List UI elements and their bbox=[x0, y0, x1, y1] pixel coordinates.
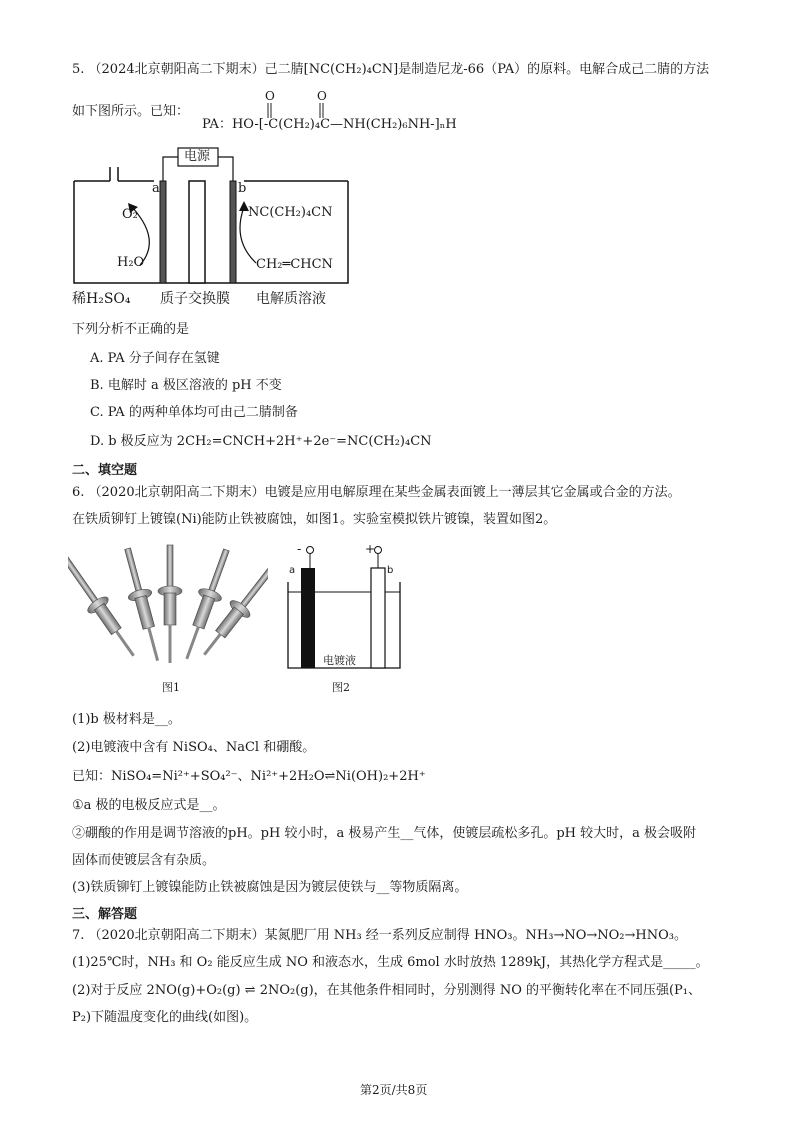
q6-known: 已知：NiSO₄=Ni²⁺+SO₄²⁻、Ni²⁺+2H₂O⇌Ni(OH)₂+2H⁺ bbox=[72, 769, 426, 784]
pa-formula: PA：HO-[-C(CH₂)₄C—NH(CH₂)₆NH-]ₙH bbox=[202, 117, 457, 132]
q6-part2-1: ①a 极的电极反应式是__。 bbox=[72, 798, 226, 813]
q7-line1: 7. （2020北京朝阳高二下期末）某氮肥厂用 NH₃ 经一系列反应制得 HNO₃。NH₃→NO→NO₂→HNO₃。 bbox=[72, 928, 687, 943]
label-electrolyte: 电解质溶液 bbox=[256, 291, 326, 307]
q5-option-a: A. PA 分子间存在氢键 bbox=[90, 351, 220, 366]
q5-option-d: D. b 极反应为 2CH₂=CNCH+2H⁺+2e⁻=NC(CH₂)₄CN bbox=[90, 434, 432, 449]
carbonyl-o-1: O bbox=[265, 89, 275, 103]
q6-part1: (1)b 极材料是__。 bbox=[72, 712, 181, 727]
q6-part2-2b: 固体而使镀层含有杂质。 bbox=[72, 853, 216, 868]
electrode-b-label: b bbox=[238, 181, 247, 196]
page-footer: 第2页/共8页 bbox=[360, 1083, 428, 1097]
q7-part2b: P₂)下随温度变化的曲线(如图)。 bbox=[72, 1010, 258, 1025]
q5-line2: 如下图所示。已知： bbox=[72, 104, 190, 119]
fig2-caption: 图2 bbox=[332, 681, 350, 694]
power-source-label: 电源 bbox=[184, 149, 211, 164]
fig2-plus: + bbox=[365, 542, 376, 556]
rivets-figure bbox=[68, 543, 268, 675]
electrode-a-label: a bbox=[152, 181, 160, 196]
electrolysis-cell-diagram bbox=[70, 145, 370, 295]
h2o-label: H₂O bbox=[117, 255, 145, 270]
rivet-2 bbox=[116, 546, 169, 664]
q7-part1: (1)25℃时，NH₃ 和 O₂ 能反应生成 NO 和液态水，生成 6mol 水时放热 1289kJ，其热化学方程式是_____。 bbox=[72, 955, 709, 970]
q6-part3: (3)铁质铆钉上镀镍能防止铁被腐蚀是因为镀层使铁与__等物质隔离。 bbox=[72, 880, 468, 895]
q5-line1: 5. （2024北京朝阳高二下期末）己二腈[NC(CH₂)₄CN]是制造尼龙-66（PA）的原料。电解合成己二腈的方法 bbox=[72, 62, 710, 77]
q6-line2: 在铁质铆钉上镀镍(Ni)能防止铁被腐蚀，如图1。实验室模拟铁片镀镍，装置如图2。 bbox=[72, 512, 557, 527]
rivet-4 bbox=[175, 546, 237, 663]
fig2-b-label: b bbox=[387, 565, 394, 576]
rivet-3 bbox=[158, 545, 182, 663]
o2-label: O₂ bbox=[122, 207, 138, 222]
electrode-a bbox=[160, 181, 166, 283]
product-adiponitrile: NC(CH₂)₄CN bbox=[248, 205, 333, 220]
reactant-acrylonitrile: CH₂═CHCN bbox=[256, 257, 333, 272]
fig2-minus: - bbox=[297, 542, 302, 556]
proton-exchange-membrane bbox=[189, 181, 205, 283]
q6-part2: (2)电镀液中含有 NiSO₄、NaCl 和硼酸。 bbox=[72, 740, 316, 755]
carbonyl-bonds bbox=[0, 0, 794, 160]
q5-option-c: C. PA 的两种单体均可由己二腈制备 bbox=[90, 405, 298, 420]
section-answer-heading: 三、解答题 bbox=[72, 907, 138, 922]
q6-line1: 6. （2020北京朝阳高二下期末）电镀是应用电解原理在某些金属表面镀上一薄层其它金属或合金的方法。 bbox=[72, 485, 681, 500]
fig2-a-label: a bbox=[289, 565, 296, 576]
label-dilute-h2so4: 稀H₂SO₄ bbox=[72, 291, 131, 307]
fig2-solution-label: 电镀液 bbox=[323, 654, 356, 667]
label-proton-membrane: 质子交换膜 bbox=[160, 291, 230, 307]
q5-stem: 下列分析不正确的是 bbox=[72, 322, 190, 337]
q5-option-b: B. 电解时 a 极区溶液的 pH 不变 bbox=[90, 378, 282, 393]
plating-electrode-a bbox=[301, 568, 315, 668]
carbonyl-o-2: O bbox=[317, 89, 327, 103]
plating-electrode-b bbox=[371, 568, 385, 668]
fig1-caption: 图1 bbox=[162, 681, 180, 694]
electrode-b bbox=[230, 181, 236, 283]
q6-part2-2a: ②硼酸的作用是调节溶液的pH。pH 较小时，a 极易产生__气体，使镀层疏松多孔。pH 较大时，a 极会吸附 bbox=[72, 826, 697, 841]
q7-part2a: (2)对于反应 2NO(g)+O₂(g) ⇌ 2NO₂(g)，在其他条件相同时，分别测得 NO 的平衡转化率在不同压强(P₁、 bbox=[72, 983, 702, 998]
section-fill-in-heading: 二、填空题 bbox=[72, 463, 138, 478]
